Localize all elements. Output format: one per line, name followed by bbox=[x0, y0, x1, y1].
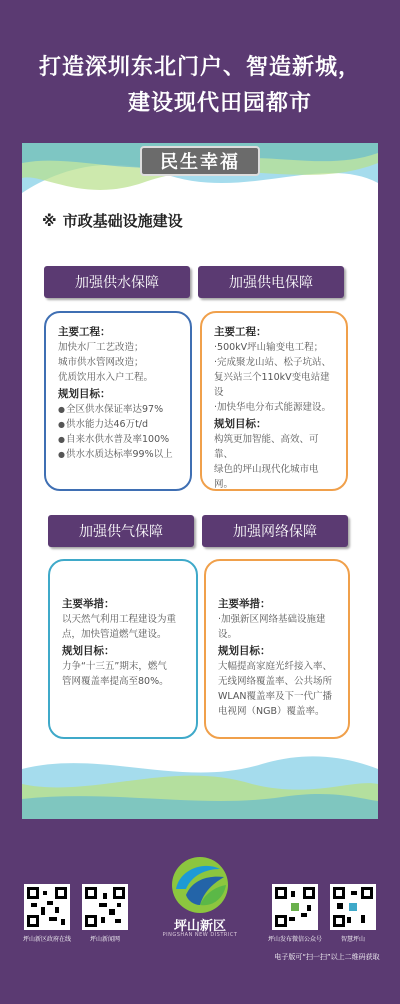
power-item: ·500kV坪山输变电工程； bbox=[214, 342, 324, 353]
qr-code-icon bbox=[330, 884, 376, 930]
section-title bbox=[42, 210, 183, 231]
content-panel bbox=[22, 143, 378, 819]
footer-note: 电子版可“扫一扫”以上二维码获取 bbox=[274, 953, 380, 961]
network-heading-2: 规划目标： bbox=[218, 645, 271, 657]
water-goal: ● 自来水供水普及率100% bbox=[58, 432, 178, 447]
water-goal: ● 供水水质达标率99%以上 bbox=[58, 447, 178, 462]
power-goal: 构筑更加智能、高效、可靠、 bbox=[214, 434, 319, 460]
power-info-box bbox=[200, 311, 348, 491]
qr-caption: 智慧坪山 bbox=[340, 936, 365, 943]
network-heading-1: 主要举措： bbox=[218, 598, 271, 610]
qr-code-icon bbox=[24, 884, 70, 930]
tab-gas: 加强供气保障 bbox=[48, 515, 194, 547]
network-goal: 电视网（NGB）覆盖率。 bbox=[218, 706, 325, 717]
qr-caption: 坪山发布微信公众号 bbox=[267, 936, 322, 943]
water-heading-1: 主要工程： bbox=[58, 326, 111, 338]
water-item: 优质饮用水入户工程。 bbox=[58, 372, 154, 383]
power-item: 复兴站三个110kV变电站建 bbox=[214, 372, 330, 383]
qr-caption: 坪山新闻网 bbox=[89, 936, 120, 943]
water-heading-2: 规划目标： bbox=[58, 388, 111, 400]
tab-network: 加强网络保障 bbox=[202, 515, 348, 547]
power-item: 设 bbox=[214, 387, 224, 398]
water-goal: ● 全区供水保证率达97% bbox=[58, 402, 178, 417]
headline-line2: 建设现代田园都市 bbox=[127, 91, 312, 116]
headline bbox=[0, 50, 400, 122]
gas-item: 以天然气利用工程建设为重 bbox=[62, 614, 177, 625]
gas-heading-2: 规划目标： bbox=[62, 645, 115, 657]
qr-caption: 坪山新区政府在线 bbox=[22, 936, 71, 943]
network-goal: 无线网络覆盖率、公共场所 bbox=[218, 676, 333, 687]
tab-power: 加强供电保障 bbox=[198, 266, 344, 298]
water-item: 加快水厂工艺改造； bbox=[58, 342, 144, 353]
section-title-text: 市政基础设施建设 bbox=[62, 212, 183, 230]
qr-code-icon bbox=[272, 884, 318, 930]
network-goal: WLAN覆盖率及下一代广播 bbox=[218, 691, 333, 702]
gas-goal: 力争“十三五”期末，燃气 bbox=[62, 661, 167, 672]
water-goal: ● 供水能力达46万t/d bbox=[58, 417, 178, 432]
gas-item: 点，加快管道燃气建设。 bbox=[62, 629, 167, 640]
power-heading-2: 规划目标： bbox=[214, 418, 267, 430]
logo-text: 坪山新区 bbox=[173, 919, 226, 934]
water-item: 城市供水管网改造； bbox=[58, 357, 144, 368]
headline-line1: 打造深圳东北门户、智造新城， bbox=[38, 55, 361, 80]
network-item: ·加强新区网络基础设施建设。 bbox=[218, 614, 326, 640]
power-item: ·加快华电分布式能源建设。 bbox=[214, 402, 332, 413]
power-item: ·完成聚龙山站、松子坑站、 bbox=[214, 357, 332, 368]
gas-heading-1: 主要举措： bbox=[62, 598, 115, 610]
banner-title: 民生幸福 bbox=[140, 146, 260, 176]
power-heading-1: 主要工程： bbox=[214, 326, 267, 338]
bottom-wave-decoration bbox=[22, 739, 378, 819]
gas-info-box bbox=[48, 559, 198, 739]
gas-goal: 管网覆盖率提高至80%。 bbox=[62, 676, 169, 687]
qr-code-icon bbox=[82, 884, 128, 930]
pingshan-logo-icon bbox=[170, 855, 230, 915]
power-goal: 绿色的坪山现代化城市电网。 bbox=[214, 464, 319, 490]
network-info-box bbox=[204, 559, 350, 739]
water-info-box bbox=[44, 311, 192, 491]
tab-water: 加强供水保障 bbox=[44, 266, 190, 298]
logo-subtext: PINGSHAN NEW DISTRICT bbox=[162, 932, 238, 938]
network-goal: 大幅提高家庭光纤接入率、 bbox=[218, 661, 333, 672]
reference-mark-icon: ※ bbox=[42, 212, 57, 230]
